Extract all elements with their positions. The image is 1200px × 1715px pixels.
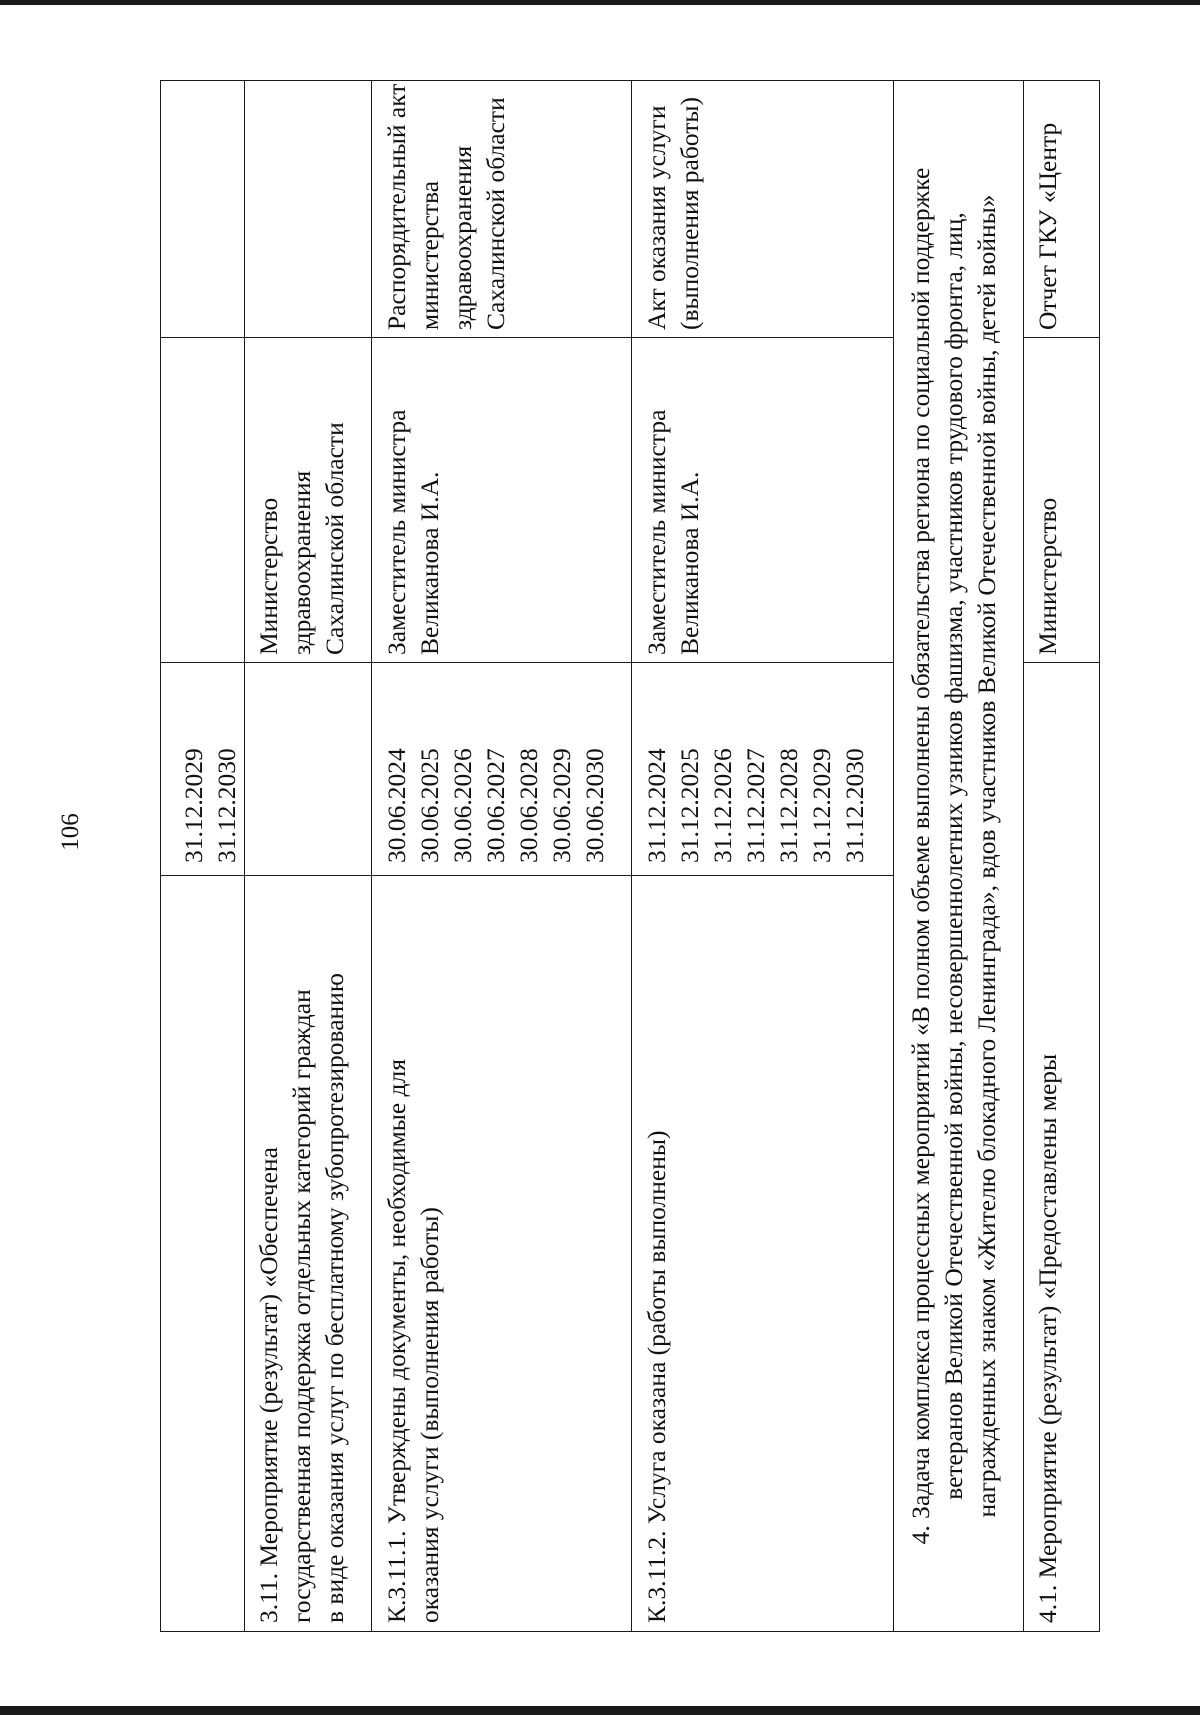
- text-line: К.3.11.1. Утверждены документы, необходимые для: [382, 1059, 411, 1623]
- text-line: Акт оказания услуги: [642, 105, 671, 330]
- row-1-responsible: [252, 422, 351, 655]
- date: 31.12.2026: [708, 748, 737, 863]
- date: 31.12.2027: [741, 748, 770, 863]
- row-2-responsible: [380, 410, 446, 655]
- column-divider: [161, 662, 893, 663]
- text-line: оказания услуги (выполнения работы): [415, 1207, 444, 1623]
- row-divider: [893, 81, 894, 1631]
- date: 30.06.2028: [514, 748, 543, 863]
- column-divider: [1023, 662, 1099, 663]
- events-table: [160, 80, 1100, 1632]
- row-2-name: [380, 1059, 446, 1623]
- row-divider: [244, 81, 245, 1631]
- row-3-name: [640, 1131, 673, 1623]
- date: 30.06.2027: [481, 748, 510, 863]
- date: 31.12.2024: [642, 748, 671, 863]
- date: 30.06.2025: [415, 748, 444, 863]
- date: 31.12.2029: [807, 748, 836, 863]
- row-3-document: [640, 97, 706, 330]
- text-line: Сахалинской области: [320, 422, 349, 655]
- row-2-dates: [380, 748, 611, 863]
- text-line: К.3.11.2. Услуга оказана (работы выполнены): [642, 1130, 671, 1623]
- date: 31.12.2030: [840, 748, 869, 863]
- row-3-dates: [640, 748, 871, 863]
- date: 30.06.2029: [547, 748, 576, 863]
- column-divider: [1023, 337, 1099, 338]
- text-line: ветеранов Великой Отечественной войны, несовершеннолетних узников фашизма, участников трудового фронта, лиц,: [939, 212, 968, 1500]
- text-line: Великанова И.А.: [675, 471, 704, 655]
- date: 30.06.2030: [580, 748, 609, 863]
- text-line: здравоохранения: [287, 470, 316, 655]
- text-line: Распорядительный акт: [382, 83, 411, 330]
- text-line: здравоохранения: [448, 145, 477, 330]
- text-line: 3.11. Мероприятие (результат) «Обеспечена: [254, 1147, 283, 1623]
- row-4-1-name: 4.1. Мероприятие (результат) «Предоставлены меры: [1033, 1053, 1062, 1623]
- row-0-dates: [177, 748, 243, 863]
- date: 31.12.2030: [212, 748, 241, 863]
- date: 31.12.2028: [774, 748, 803, 863]
- date: 31.12.2029: [179, 748, 208, 863]
- text-line: Заместитель министра: [382, 409, 411, 655]
- column-divider: [161, 337, 893, 338]
- row-1-name: [252, 973, 351, 1623]
- column-divider: [161, 875, 893, 876]
- row-divider: [1023, 81, 1024, 1631]
- date: 31.12.2025: [675, 748, 704, 863]
- text-line: Сахалинской области: [481, 97, 510, 330]
- row-4-1-document: Отчет ГКУ «Центр: [1033, 122, 1062, 330]
- text-line: (выполнения работы): [675, 96, 704, 330]
- text-line: 4. Задача комплекса процессных мероприятий «В полном объеме выполнены обязательства региона по социальной поддержке: [906, 167, 935, 1545]
- task-4-heading: [904, 89, 1003, 1623]
- text-line: Великанова И.А.: [415, 471, 444, 655]
- text-line: министерства: [415, 180, 444, 330]
- text-line: награжденных знаком «Жителю блокадного Ленинграда», вдов участников Великой Отечественной войны, детей войны»: [972, 194, 1001, 1518]
- row-4-1-responsible: Министерство: [1033, 497, 1062, 655]
- row-divider: [631, 81, 632, 1631]
- text-line: в виде оказания услуг по бесплатному зубопротезированию: [320, 973, 349, 1623]
- row-2-document: [380, 84, 512, 330]
- page-number: 106: [57, 813, 84, 851]
- date: 30.06.2024: [382, 748, 411, 863]
- row-divider: [371, 81, 372, 1631]
- date: 30.06.2026: [448, 748, 477, 863]
- row-3-responsible: [640, 410, 706, 655]
- text-line: Заместитель министра: [642, 409, 671, 655]
- text-line: государственная поддержка отдельных категорий граждан: [287, 989, 316, 1623]
- text-line: Министерство: [254, 497, 283, 655]
